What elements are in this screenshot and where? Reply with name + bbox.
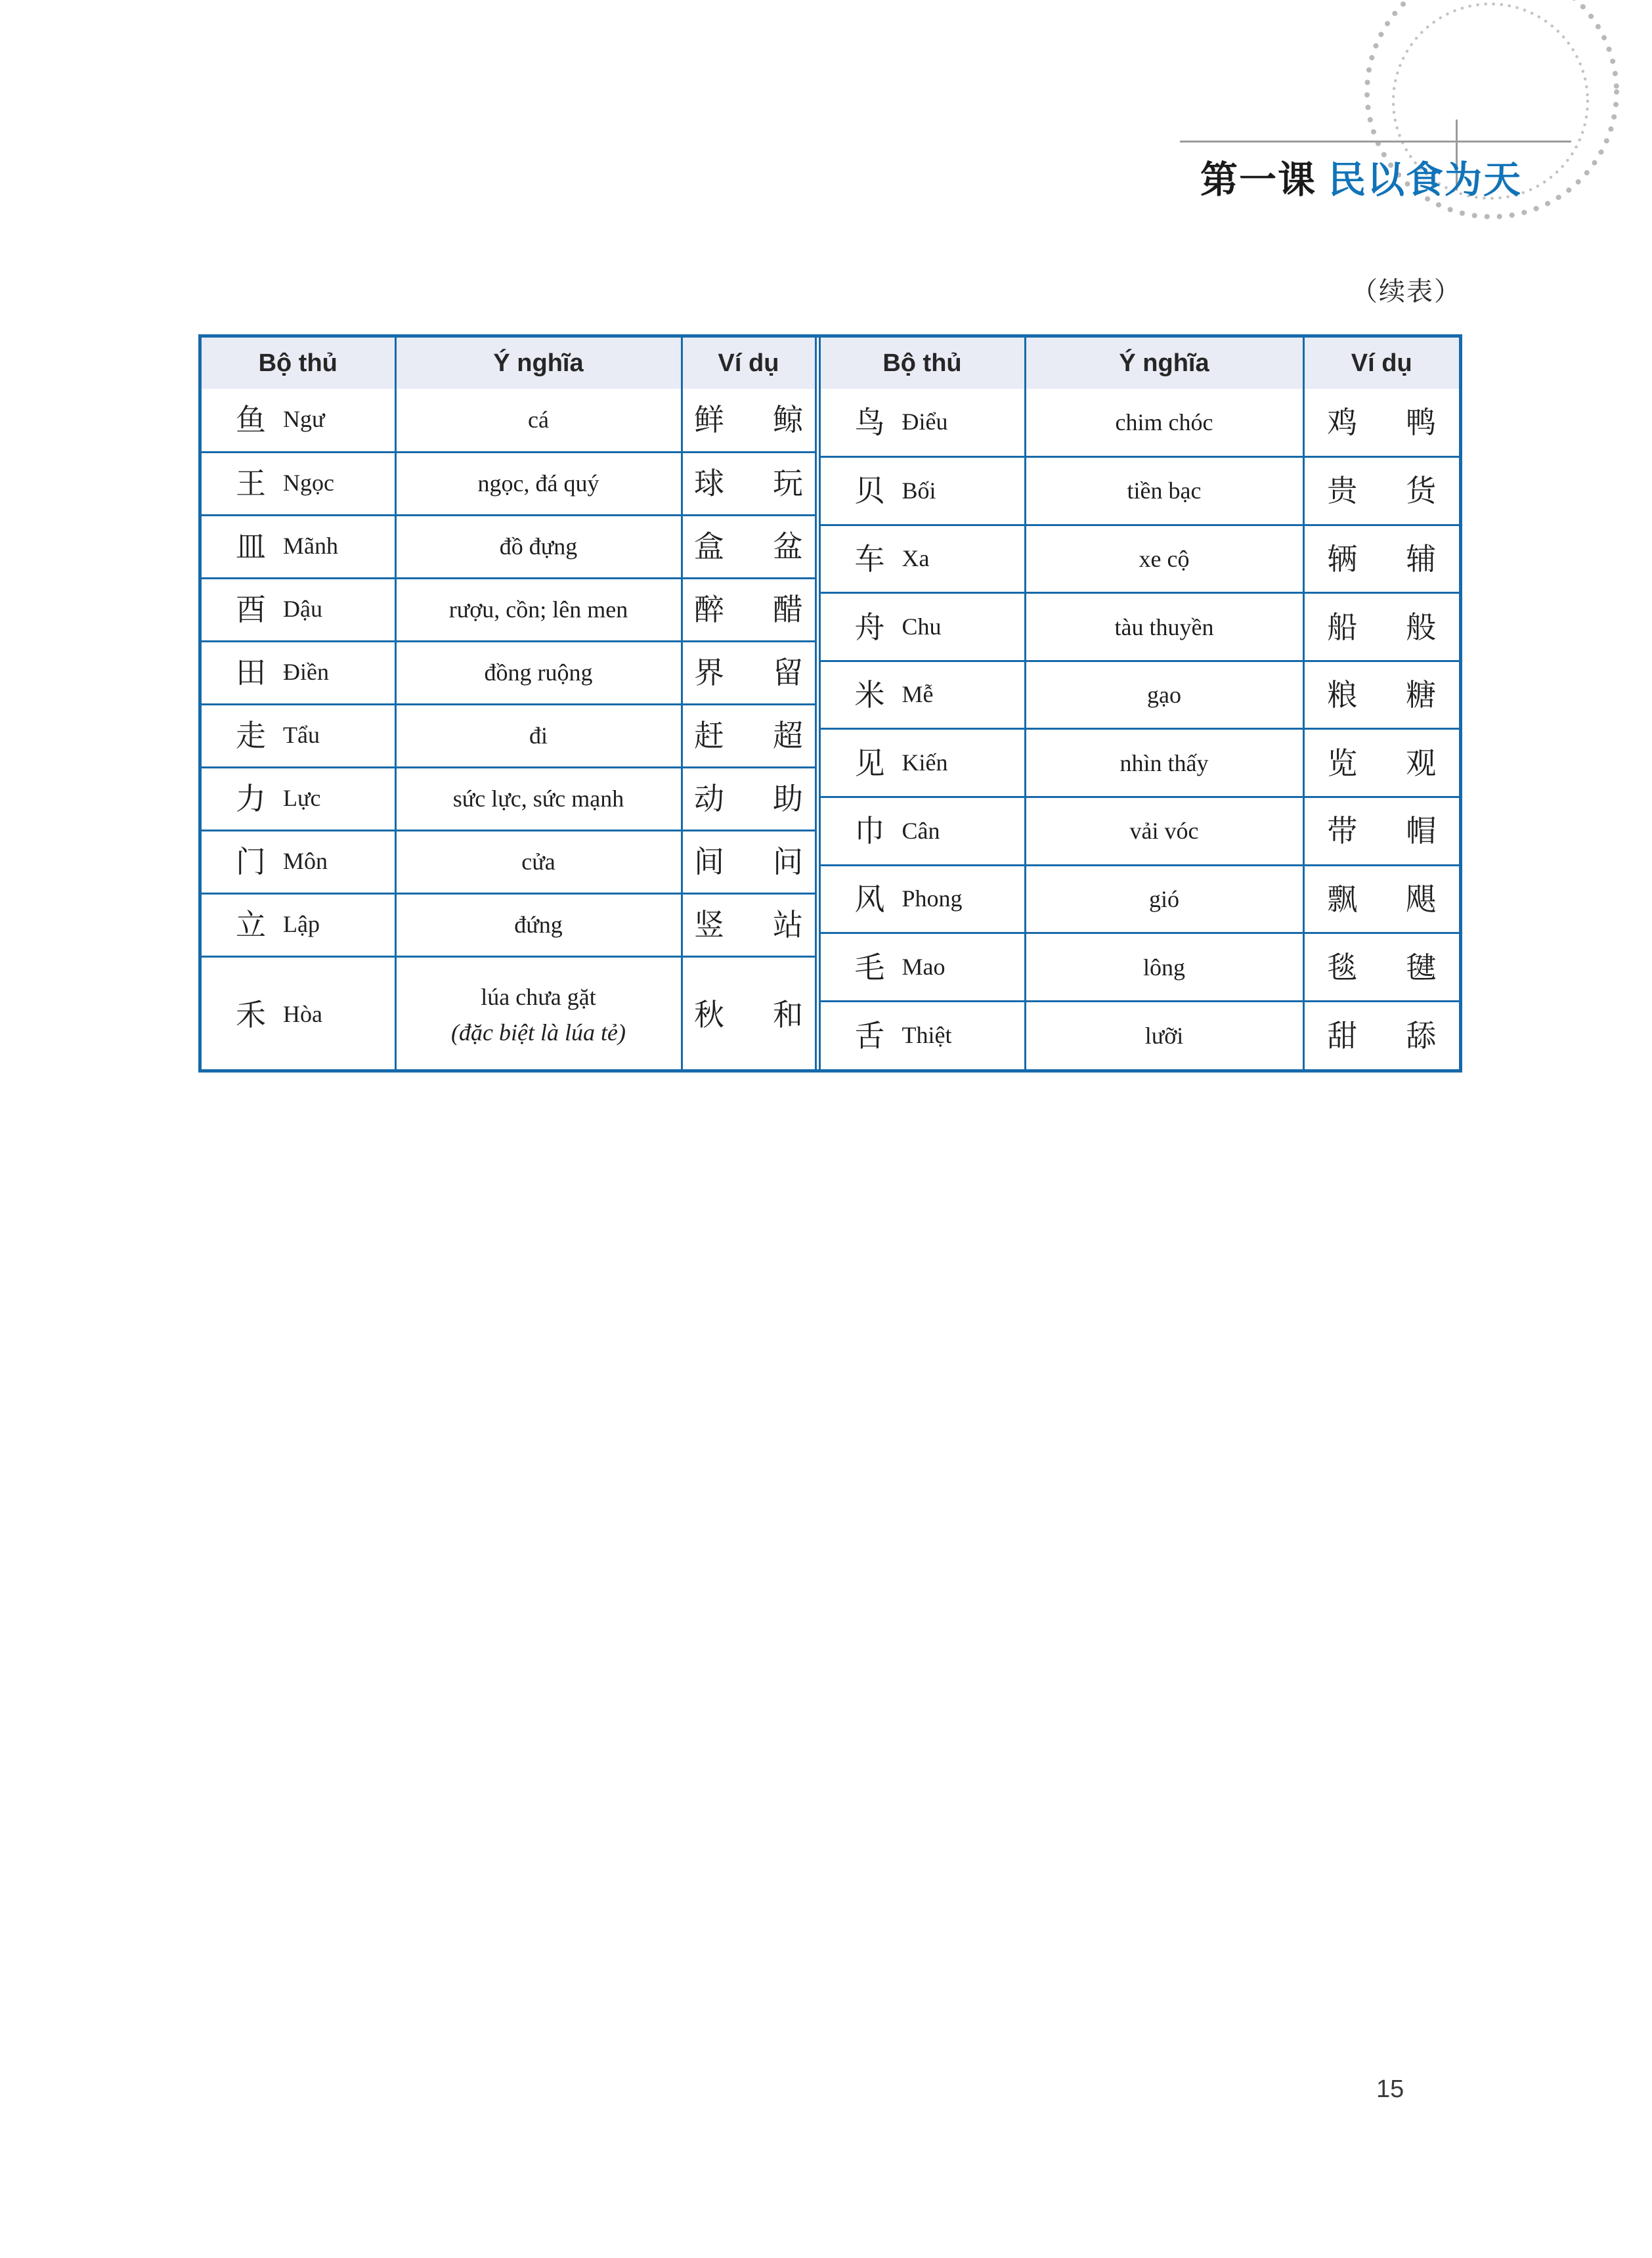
radical-character: 禾 [236,997,266,1033]
radical-cell [819,797,1025,866]
example-character: 间 [694,844,724,879]
example-character: 毽 [1406,949,1437,985]
radical-vietnamese-name: Chu [902,613,942,640]
radical-cell [202,578,395,641]
radical-vietnamese-name: Tẩu [283,722,320,749]
example-character: 带 [1327,813,1358,849]
examples-cell [1303,457,1459,525]
radical-cell [819,933,1025,1002]
radical-vietnamese-name: Dậu [283,596,322,623]
radical-cell [202,641,395,704]
radical-character: 舌 [854,1017,885,1053]
meaning-note: (đặc biệt là lúa tẻ) [451,1019,626,1046]
example-character: 赶 [694,718,724,753]
radical-cell [202,893,395,956]
examples-cell [682,956,815,1073]
meaning-cell [395,389,682,452]
radical-vietnamese-name: Phong [902,885,963,912]
table-row [202,956,815,1073]
example-character: 超 [773,718,803,753]
table-row [202,704,815,767]
examples-cell [682,704,815,767]
examples-cell [682,641,815,704]
radical-vietnamese-name: Bối [902,477,936,504]
meaning-text: đồng ruộng [484,659,593,686]
meaning-cell [395,956,682,1073]
radical-character: 门 [236,844,266,879]
table-header-row [819,338,1459,389]
examples-cell [682,389,815,452]
meaning-cell [1025,933,1303,1002]
example-character: 糖 [1406,677,1437,713]
radical-cell [202,515,395,578]
example-character: 站 [773,907,803,942]
meaning-cell [395,578,682,641]
example-character: 飓 [1406,881,1437,917]
radical-vietnamese-name: Thiệt [902,1022,952,1049]
examples-cell [682,515,815,578]
table-row [819,457,1459,525]
radical-cell [202,956,395,1073]
example-character: 毯 [1327,949,1358,985]
example-character: 辆 [1327,541,1358,577]
examples-cell [682,452,815,515]
radical-character: 米 [854,677,885,713]
meaning-text: vải vóc [1129,818,1199,845]
radical-character: 王 [236,466,266,501]
table-row [202,452,815,515]
table-row [819,865,1459,933]
lesson-number: 第一课 [1200,159,1316,201]
radical-vietnamese-name: Hòa [283,1001,322,1028]
example-character: 飘 [1327,881,1358,917]
example-character: 醋 [773,592,803,627]
meaning-cell [395,893,682,956]
example-character: 舔 [1406,1017,1437,1053]
example-character: 辅 [1406,541,1437,577]
table-row [202,389,815,452]
meaning-cell [395,515,682,578]
meaning-cell [1025,865,1303,933]
table-row [819,729,1459,797]
table-row [819,661,1459,729]
radical-cell [819,457,1025,525]
meaning-text: lưỡi [1144,1022,1184,1049]
example-character: 货 [1406,473,1437,509]
table-row [202,767,815,830]
meaning-text: lông [1142,954,1185,981]
meaning-text: rượu, cồn; lên men [448,596,628,623]
examples-cell [1303,933,1459,1002]
table-row [819,1001,1459,1069]
radical-cell [202,452,395,515]
examples-cell [682,767,815,830]
examples-cell [1303,797,1459,866]
radical-vietnamese-name: Mãnh [283,533,338,560]
column-header-meaning: Ý nghĩa [395,338,682,389]
meaning-text: đứng [514,912,563,938]
example-character: 览 [1327,745,1358,781]
example-character: 醉 [694,592,724,627]
examples-cell [1303,1001,1459,1069]
table-row [202,641,815,704]
lesson-header [1200,150,1522,204]
radical-character: 鱼 [236,402,266,438]
radical-character: 风 [854,881,885,917]
radical-vietnamese-name: Điền [283,659,329,686]
meaning-cell [1025,661,1303,729]
example-character: 贵 [1327,473,1358,509]
meaning-text: tiền bạc [1127,477,1202,504]
radical-character: 皿 [236,529,266,564]
meaning-text: ngọc, đá quý [477,470,599,497]
meaning-cell [1025,1001,1303,1069]
radical-cell [202,830,395,893]
table-row [202,893,815,956]
column-header-radical: Bộ thủ [202,338,395,389]
radical-vietnamese-name: Kiến [902,749,948,776]
continued-table-note: （续表） [1351,277,1462,306]
meaning-text: nhìn thấy [1119,749,1209,776]
examples-cell [682,893,815,956]
example-character: 鲸 [773,402,803,438]
meaning-cell [1025,729,1303,797]
radical-cell [819,1001,1025,1069]
example-character: 般 [1406,609,1437,645]
example-character: 粮 [1327,677,1358,713]
radical-character: 鸟 [854,405,885,441]
table-header-row [202,338,815,389]
meaning-text: sức lực, sức mạnh [452,786,624,812]
examples-cell [682,578,815,641]
example-character: 界 [694,655,724,690]
radical-character: 力 [236,781,266,816]
meaning-text: đồ đựng [499,533,578,560]
examples-cell [1303,389,1459,457]
table-row [202,578,815,641]
radicals-table [198,334,1462,1073]
lesson-title: 民以食为天 [1328,159,1522,201]
radical-character: 田 [236,655,266,690]
meaning-cell [395,704,682,767]
table-row [819,525,1459,593]
column-header-meaning: Ý nghĩa [1025,338,1303,389]
radical-cell [202,704,395,767]
radical-character: 贝 [854,473,885,509]
examples-cell [1303,729,1459,797]
meaning-cell [1025,525,1303,593]
meaning-cell [1025,389,1303,457]
meaning-cell [1025,457,1303,525]
example-character: 助 [773,781,803,816]
page-number: 15 [1376,2075,1404,2103]
meaning-text: lúa chưa gặt [481,984,596,1011]
example-character: 甜 [1327,1017,1358,1053]
example-character: 问 [773,844,803,879]
radical-vietnamese-name: Điểu [902,409,948,435]
meaning-text: đi [529,722,548,749]
meaning-cell [1025,797,1303,866]
radical-vietnamese-name: Mao [902,953,946,980]
radical-cell [819,593,1025,661]
radical-vietnamese-name: Lập [283,911,320,938]
meaning-cell [395,767,682,830]
radical-vietnamese-name: Cân [902,817,940,844]
radical-cell [819,865,1025,933]
radical-vietnamese-name: Ngọc [283,470,334,497]
meaning-text: tàu thuyền [1114,613,1214,640]
radical-character: 走 [236,718,266,753]
example-character: 盒 [694,529,724,564]
example-character: 和 [773,997,803,1033]
header-horizontal-rule [1180,141,1571,143]
meaning-cell [1025,593,1303,661]
radical-vietnamese-name: Xa [902,545,930,572]
table-row [819,389,1459,457]
radical-vietnamese-name: Ngư [283,406,325,433]
radical-cell [819,525,1025,593]
example-character: 留 [773,655,803,690]
column-header-example: Ví dụ [682,338,815,389]
meaning-cell [395,830,682,893]
example-character: 观 [1406,745,1437,781]
table-row [819,797,1459,866]
meaning-cell [395,641,682,704]
example-character: 玩 [773,466,803,501]
example-character: 鲜 [694,402,724,438]
examples-cell [682,830,815,893]
radical-character: 酉 [236,592,266,627]
column-header-radical: Bộ thủ [819,338,1025,389]
example-character: 盆 [773,529,803,564]
table-row [819,593,1459,661]
radical-character: 车 [854,541,885,577]
meaning-text: gạo [1147,682,1181,709]
radical-cell [819,729,1025,797]
radical-cell [819,661,1025,729]
table-row [819,933,1459,1002]
radical-cell [202,389,395,452]
example-character: 鸡 [1327,405,1358,441]
table-row [202,830,815,893]
column-header-example: Ví dụ [1303,338,1459,389]
meaning-text: xe cộ [1139,545,1190,572]
radical-character: 毛 [854,949,885,985]
examples-cell [1303,661,1459,729]
meaning-text: chim chóc [1115,409,1213,436]
meaning-text: cửa [521,849,555,875]
radical-character: 见 [854,745,885,781]
radical-cell [202,767,395,830]
table-row [202,515,815,578]
radical-vietnamese-name: Môn [283,848,328,875]
example-character: 帽 [1406,813,1437,849]
meaning-cell [395,452,682,515]
examples-cell [1303,525,1459,593]
radical-vietnamese-name: Mễ [902,681,934,708]
example-character: 动 [694,781,724,816]
examples-cell [1303,593,1459,661]
radical-vietnamese-name: Lực [283,785,321,812]
radicals-table-left-half [202,338,817,1073]
example-character: 竖 [694,907,724,942]
radical-character: 巾 [854,813,885,849]
radical-character: 立 [236,907,266,942]
radical-cell [819,389,1025,457]
example-character: 船 [1327,609,1358,645]
example-character: 鸭 [1406,405,1437,441]
examples-cell [1303,865,1459,933]
meaning-text: gió [1148,885,1179,912]
example-character: 秋 [694,997,724,1033]
meaning-text: cá [528,407,549,433]
radical-character: 舟 [854,609,885,645]
radicals-table-right-half [819,338,1460,1069]
example-character: 球 [694,466,724,501]
